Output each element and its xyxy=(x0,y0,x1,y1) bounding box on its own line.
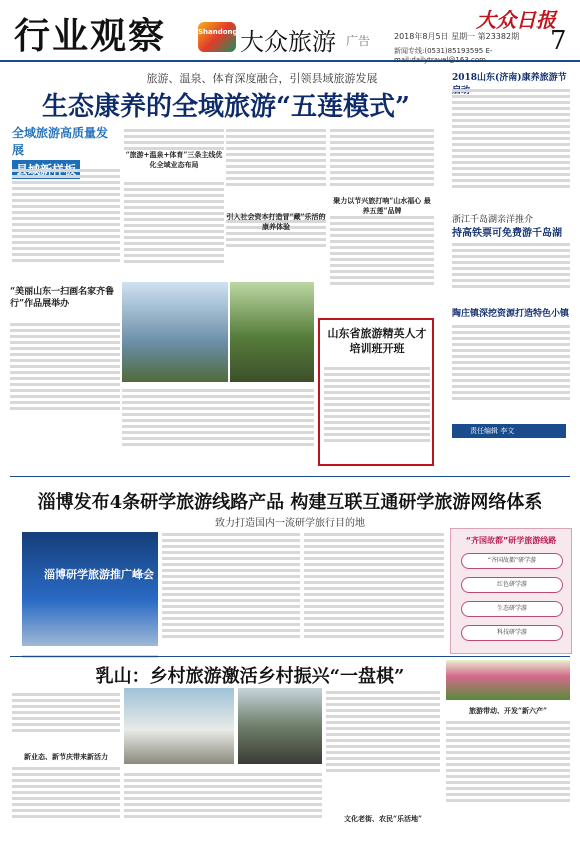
badge-line1: 全域旅游高质量发展 xyxy=(12,126,109,157)
right-news2-text xyxy=(452,240,570,302)
training-news-box xyxy=(318,318,434,466)
bottom-subhead-2: 旅游带动、开发“新六产” xyxy=(468,706,548,715)
top-story-badge xyxy=(12,124,118,162)
bottom-col-3-text xyxy=(326,688,440,808)
subhead-social-capital: 引入社会资本打造冒“藏”乐活的康养体验 xyxy=(226,212,326,231)
subhead-festival: 聚力以节兴旅打响“山水福心 最养五莲”品牌 xyxy=(333,196,431,215)
photo1-col-text xyxy=(10,320,120,428)
training-news-title[interactable]: 山东省旅游精英人才培训班开班 xyxy=(327,327,427,355)
bottom-subhead-3: 文化老街、农民“乐活地” xyxy=(343,814,423,823)
bottom-col-4-text xyxy=(446,718,570,840)
training-news-text xyxy=(324,364,430,460)
study-route-item[interactable]: 红色研学游 xyxy=(461,577,563,593)
photo1-headline[interactable]: “美丽山东一扫画名家齐鲁行”作品展举办 xyxy=(10,287,115,309)
bottom-col-2-text xyxy=(124,770,322,840)
top-col-3-text xyxy=(226,126,326,276)
top-col-2-text xyxy=(124,126,224,276)
coaster-photo xyxy=(238,688,322,764)
right-news1-title[interactable]: 2018山东(济南)康养旅游节 xyxy=(452,73,567,83)
study-route-item[interactable]: “齐国故都”研学游 xyxy=(461,553,563,569)
mid-col-1-text xyxy=(22,652,158,662)
top-col-1-text xyxy=(12,166,120,276)
mid-col-3-text xyxy=(304,530,444,654)
logo-text: Shandong xyxy=(198,28,238,36)
study-route-item[interactable]: 科技研学游 xyxy=(461,625,563,641)
flower-field-photo xyxy=(446,660,570,700)
scenery-photo xyxy=(230,282,314,382)
photographer-photo xyxy=(122,282,228,382)
masthead xyxy=(0,0,580,62)
issue-date: 2018年8月5日 星期一 第23382期 xyxy=(394,32,520,41)
top-col-4-text xyxy=(330,126,434,316)
conference-banner-text: 淄博研学旅游推广峰会 xyxy=(44,568,154,581)
study-route-box xyxy=(450,528,572,654)
right-news3-title[interactable]: 陶庄镇深挖资源打造特色小镇 xyxy=(452,309,570,319)
mid-story-kicker: 致力打造国内一流研学旅行目的地 xyxy=(215,518,365,529)
divider-rule xyxy=(10,656,570,657)
right-news3-text xyxy=(452,322,570,420)
editor-bar: 责任编辑 李文 xyxy=(452,424,566,438)
bottom-subhead-1: 新业态、新节庆带来新活力 xyxy=(24,752,108,761)
study-route-item[interactable]: 生态研学游 xyxy=(461,601,563,617)
right-news2-kicker: 浙江千岛湖亲洋推介 xyxy=(452,215,534,225)
bottom-story-headline[interactable]: 乳山：乡村旅游激活乡村振兴“一盘棋” xyxy=(95,666,405,687)
study-route-title: “齐国故都”研学旅游线路 xyxy=(465,536,557,545)
page-number: 7 xyxy=(550,26,567,56)
divider-rule xyxy=(10,476,570,477)
right-news1-text xyxy=(452,86,570,206)
bottom-col-1b-text xyxy=(12,764,120,840)
top-story-headline[interactable]: 生态康养的全域旅游“五莲模式” xyxy=(42,92,410,122)
mid-story-headline[interactable]: 淄博发布4条研学旅游线路产品 构建互联互通研学旅游网络体系 xyxy=(37,492,543,513)
right-news2-title[interactable]: 持高铁票可免费游千岛湖 xyxy=(452,228,562,239)
ad-label: 广告 xyxy=(346,34,371,48)
newspaper-name: 大众日报 xyxy=(476,8,556,32)
bottom-col-1-text xyxy=(12,690,120,750)
mid-col-2-text xyxy=(162,530,300,654)
photo-caption-text xyxy=(122,386,314,466)
subhead-three-lines: “旅游+温泉+体育”三条主线优化全域业态布局 xyxy=(125,150,223,169)
top-story-kicker: 旅游、温泉、体育深度融合，引领县域旅游发展 xyxy=(146,72,378,85)
shandong-logo-icon xyxy=(198,22,236,52)
conference-photo xyxy=(22,532,158,646)
contact-line: 新闻专线:(0531)85193595 E-mail:dailytravel@163.com xyxy=(394,47,493,64)
subsection-title: 大众旅游 xyxy=(240,28,336,56)
section-title: 行业观察 xyxy=(14,15,167,57)
village-photo xyxy=(124,688,234,764)
